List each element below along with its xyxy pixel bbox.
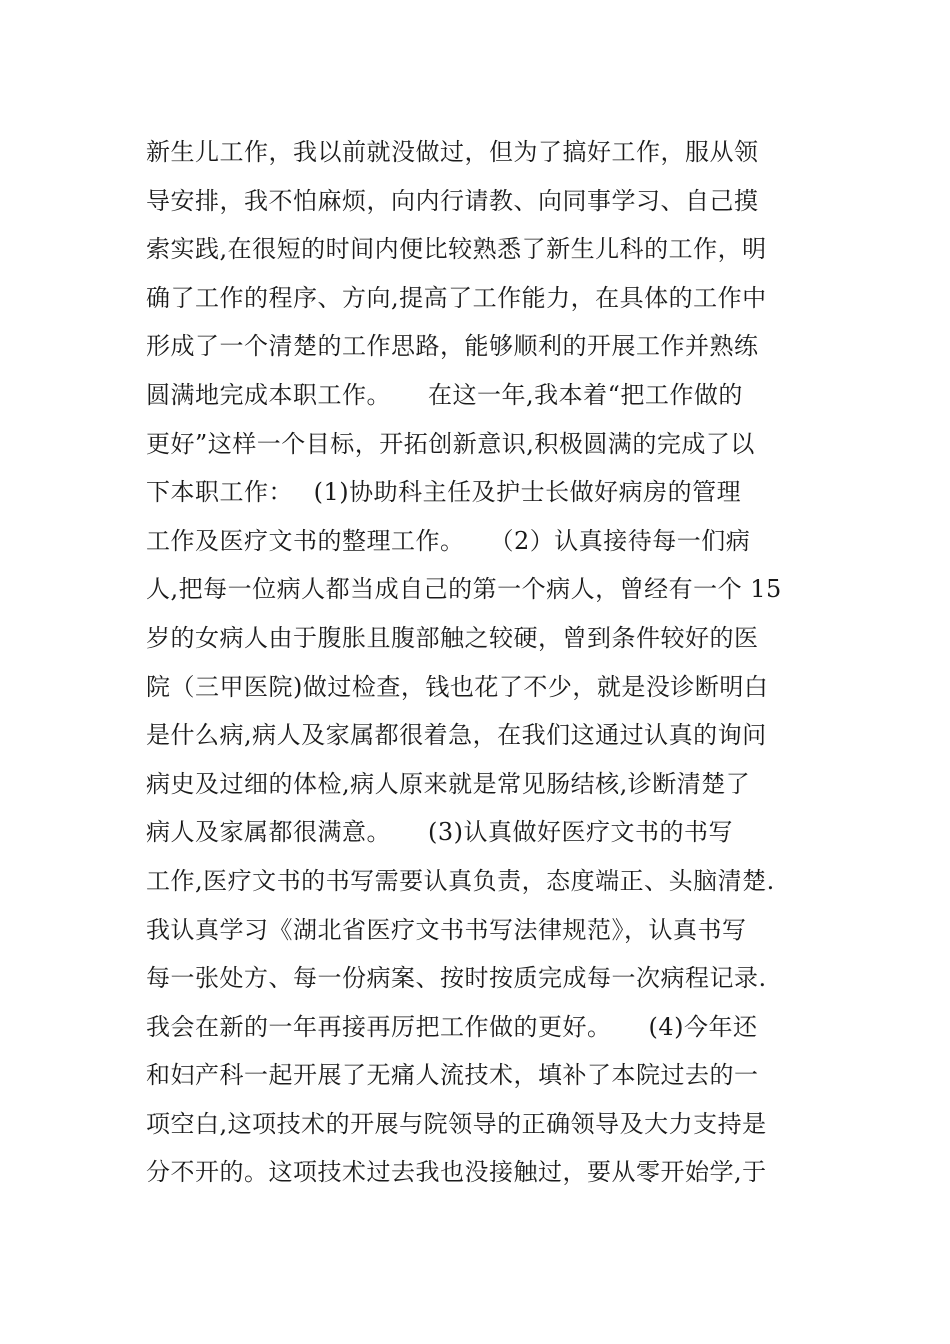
text-line: 下本职工作： (1)协助科主任及护士长做好病房的管理 <box>146 478 742 507</box>
text-line: 索实践,在很短的时间内便比较熟悉了新生儿科的工作，明 <box>146 235 767 264</box>
text-line: 工作,医疗文书的书写需要认真负责，态度端正、头脑清楚. <box>146 866 775 895</box>
text-line: 分不开的。这项技术过去我也没接触过，要从零开始学,于 <box>146 1158 767 1187</box>
text-line: 是什么病,病人及家属都很着急，在我们这通过认真的询问 <box>146 721 767 750</box>
text-line: 圆满地完成本职工作。 在这一年,我本着“把工作做的 <box>146 380 743 409</box>
text-line: 导安排，我不怕麻烦，向内行请教、向同事学习、自己摸 <box>146 186 759 215</box>
text-line: 病人及家属都很满意。 (3)认真做好医疗文书的书写 <box>146 818 733 847</box>
text-line: 形成了一个清楚的工作思路，能够顺利的开展工作并熟练 <box>146 332 759 361</box>
text-line: 确了工作的程序、方向,提高了工作能力，在具体的工作中 <box>146 283 767 312</box>
text-line: 我认真学习《湖北省医疗文书书写法律规范》，认真书写 <box>146 915 747 944</box>
text-line: 项空白,这项技术的开展与院领导的正确领导及大力支持是 <box>146 1109 767 1138</box>
text-line: 和妇产科一起开展了无痛人流技术，填补了本院过去的一 <box>146 1061 759 1090</box>
text-line: 岁的女病人由于腹胀且腹部触之较硬，曾到条件较好的医 <box>146 623 759 652</box>
text-line: 工作及医疗文书的整理工作。 （2）认真接待每一们病 <box>146 526 751 555</box>
text-line: 更好”这样一个目标，开拓创新意识,积极圆满的完成了以 <box>146 429 755 458</box>
text-line: 新生儿工作，我以前就没做过，但为了搞好工作，服从领 <box>146 138 759 166</box>
text-line: 每一张处方、每一份病案、按时按质完成每一次病程记录. <box>146 964 767 993</box>
text-line: 病史及过细的体检,病人原来就是常见肠结核,诊断清楚了 <box>146 769 751 798</box>
text-line: 院（三甲医院)做过检查，钱也花了不少，就是没诊断明白 <box>146 672 769 701</box>
document-body <box>146 128 846 1197</box>
text-line: 人,把每一位病人都当成自己的第一个病人，曾经有一个 15 <box>146 575 782 604</box>
text-line: 我会在新的一年再接再厉把工作做的更好。 (4)今年还 <box>146 1012 758 1041</box>
